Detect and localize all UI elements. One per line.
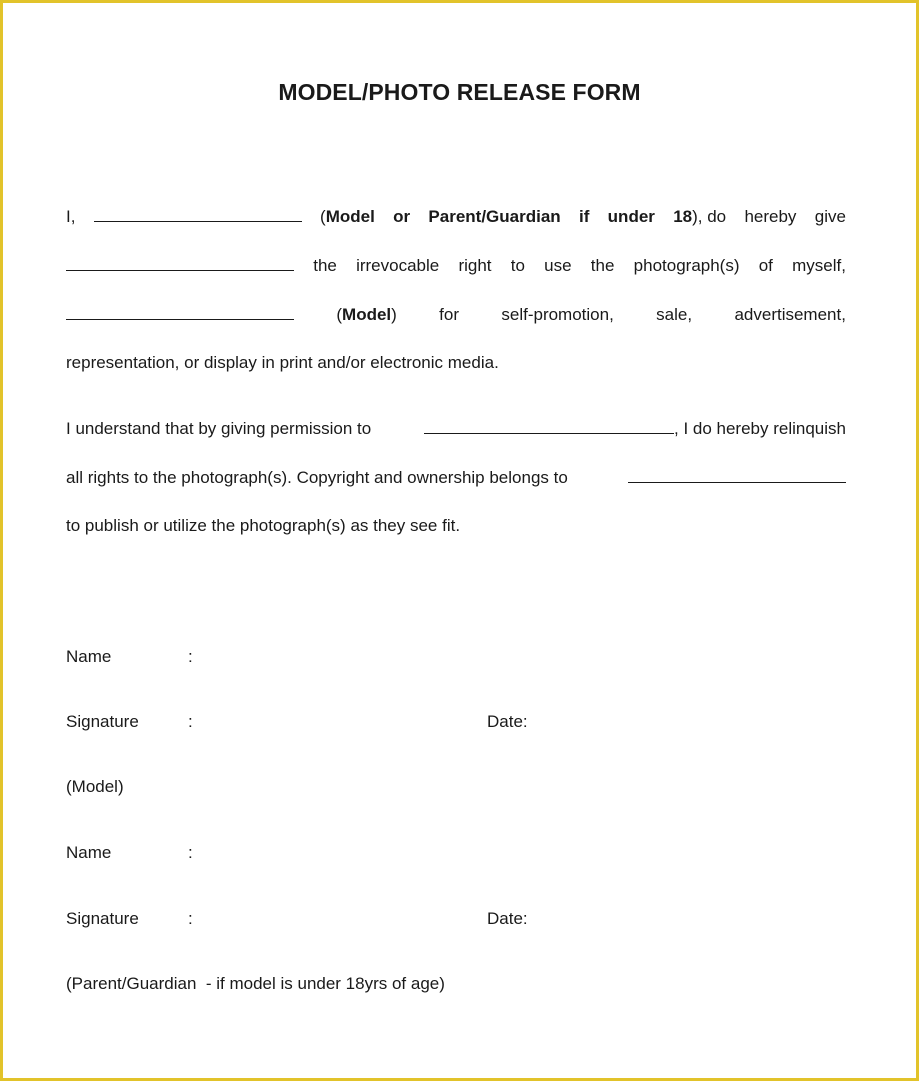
- guardian-name-colon: :: [188, 843, 193, 862]
- guardian-caption: (Parent/Guardian - if model is under 18yrs of age): [66, 974, 445, 993]
- para2-line3: to publish or utilize the photograph(s) as they see fit.: [66, 516, 461, 535]
- model-signature-label: Signature: [66, 712, 139, 731]
- guardian-date-label: Date:: [487, 909, 528, 928]
- model-name-colon: :: [188, 647, 193, 666]
- form-title: MODEL/PHOTO RELEASE FORM: [278, 79, 641, 105]
- photographer-name-blank[interactable]: [66, 254, 294, 271]
- guardian-signature-label: Signature: [66, 909, 139, 928]
- para1-line4: representation, or display in print and/or electronic media.: [66, 353, 499, 372]
- ownership-blank[interactable]: [628, 466, 846, 483]
- para1-line1: I, (Model or Parent/Guardian if under 18), do hereby give: [66, 207, 846, 226]
- para1-line2: the irrevocable right to use the photograph(s) of myself,: [66, 254, 846, 277]
- guardian-signature-colon: :: [188, 909, 193, 928]
- para1-i: I,: [66, 207, 76, 226]
- model-name-blank[interactable]: [94, 205, 302, 222]
- permission-to-blank[interactable]: [424, 417, 674, 434]
- para2-line2: all rights to the photograph(s). Copyright and ownership belongs to: [66, 466, 846, 489]
- guardian-name-label: Name: [66, 843, 112, 862]
- para1-line3: (Model) for self-promotion, sale, advertisement,: [66, 303, 846, 326]
- model-self-blank[interactable]: [66, 303, 294, 320]
- model-date-label: Date:: [487, 712, 528, 731]
- model-caption: (Model): [66, 777, 124, 796]
- model-signature-colon: :: [188, 712, 193, 731]
- model-name-label: Name: [66, 647, 112, 666]
- para1-model-label: Model: [342, 305, 392, 324]
- para1-model-bold: Model: [325, 207, 375, 226]
- para2-line1: I understand that by giving permission to , I do hereby relinquish: [66, 419, 846, 438]
